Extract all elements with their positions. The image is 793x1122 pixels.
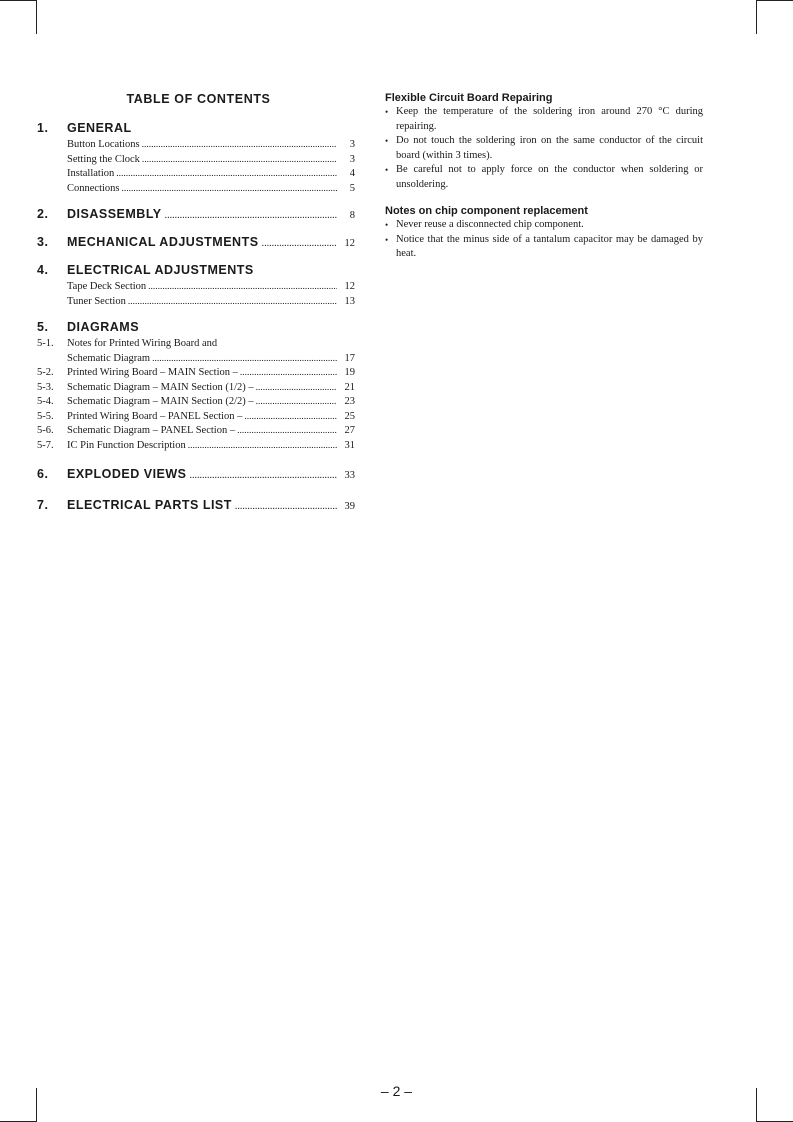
toc-entry-label: Tuner Section [67, 295, 126, 307]
page-number: – 2 – [380, 1083, 413, 1099]
bullet-icon: • [385, 220, 389, 230]
toc-page-number: 8 [349, 210, 355, 221]
toc-section-3 [37, 235, 355, 252]
toc-section-title: GENERAL [67, 121, 132, 135]
notes-heading: Flexible Circuit Board Repairing [385, 92, 553, 104]
toc-entry-label: Printed Wiring Board – PANEL Section – [67, 410, 243, 422]
toc-section-7 [37, 498, 355, 515]
notes-gap [385, 192, 703, 205]
toc-entry-label: Schematic Diagram – MAIN Section (1/2) – [67, 381, 254, 393]
dot-leader [142, 138, 337, 153]
note-text: Be careful not to apply force on the conductor when soldering or unsoldering. [396, 164, 703, 190]
toc-section-6 [37, 467, 355, 484]
bullet-icon: • [385, 107, 389, 117]
toc-section-4 [37, 263, 355, 280]
crop-mark-top-left-v [36, 0, 37, 34]
dot-leader [128, 295, 337, 310]
toc-entry-label: Tape Deck Section [67, 281, 147, 292]
toc-entry-number: 5-6. [37, 425, 54, 436]
note-bullet [385, 134, 703, 163]
toc-section-number: 4. [37, 263, 49, 277]
toc-entry-label: Connections [67, 182, 120, 194]
notes-column [385, 92, 703, 262]
note-bullet [385, 233, 703, 262]
crop-mark-top-right-h [757, 0, 793, 1]
toc-entry [37, 410, 355, 425]
dot-leader [190, 470, 337, 481]
crop-mark-top-left-h [0, 0, 36, 1]
dot-leader [244, 410, 337, 425]
toc-entry [37, 439, 355, 454]
dot-leader [122, 182, 338, 197]
dot-leader [188, 439, 337, 454]
toc-section-title: MECHANICAL ADJUSTMENTS [67, 235, 259, 249]
toc-entry-label: Schematic Diagram – MAIN Section (2/2) – [67, 396, 254, 407]
toc-sections [37, 121, 355, 515]
toc-section-number: 7. [37, 498, 49, 512]
toc-entry [37, 153, 355, 168]
toc-entry [37, 352, 355, 367]
toc-gap [37, 196, 355, 207]
toc-section-title: DIAGRAMS [67, 320, 140, 334]
dot-leader [237, 424, 337, 439]
toc-entry [37, 295, 355, 310]
toc-page-number: 27 [344, 425, 355, 436]
toc-page-number: 25 [344, 410, 355, 422]
toc-gap [37, 309, 355, 320]
toc-section-number: 6. [37, 467, 49, 481]
dot-leader [165, 210, 337, 221]
toc-gap [37, 252, 355, 263]
toc-entry-number: 5-7. [37, 439, 54, 451]
toc-entry-label: Schematic Diagram – PANEL Section – [67, 425, 236, 436]
dot-leader [148, 280, 337, 295]
toc-section-title: DISASSEMBLY [67, 207, 162, 221]
note-text: Do not touch the soldering iron on the same conductor of the circuit board (within 3 times). [396, 135, 703, 161]
toc-entry [37, 381, 355, 396]
toc-page-number: 12 [344, 238, 355, 249]
toc-section-title: ELECTRICAL ADJUSTMENTS [67, 263, 254, 277]
dot-leader [262, 238, 337, 249]
dot-leader [152, 352, 337, 367]
toc-section-number: 1. [37, 121, 49, 135]
dot-leader [256, 381, 337, 396]
note-bullet [385, 218, 703, 233]
toc-entry [37, 424, 355, 439]
toc-title: TABLE OF CONTENTS [126, 92, 271, 106]
note-bullet [385, 163, 703, 192]
toc-entry [37, 182, 355, 197]
toc-entry-number: 5-1. [37, 338, 54, 349]
note-text: Keep the temperature of the soldering iron around 270 °C during repairing. [396, 106, 703, 132]
toc-entry [37, 280, 355, 295]
toc-page-number: 12 [344, 281, 355, 292]
toc-gap [37, 453, 355, 467]
toc-entry-label: Setting the Clock [67, 153, 140, 165]
toc-page-number: 23 [344, 396, 355, 407]
dot-leader [256, 395, 337, 410]
toc-page-number: 21 [344, 381, 355, 393]
toc-entry [37, 366, 355, 381]
bullet-icon: • [385, 165, 389, 175]
dot-leader [235, 501, 337, 512]
toc-entry-label: Installation [67, 168, 115, 179]
toc-section-title: EXPLODED VIEWS [67, 467, 187, 481]
notes-heading: Notes on chip component replacement [385, 205, 588, 217]
toc-section-number: 2. [37, 207, 49, 221]
toc-section-2 [37, 207, 355, 224]
toc-entry [37, 395, 355, 410]
toc-gap [37, 484, 355, 498]
toc-section-1 [37, 121, 355, 138]
dot-leader [240, 366, 337, 381]
note-text: Notice that the minus side of a tantalum capacitor may be damaged by heat. [396, 233, 703, 259]
crop-mark-top-right-v [756, 0, 757, 34]
toc-page-number: 4 [349, 168, 355, 179]
toc-entry-number: 5-4. [37, 396, 54, 407]
toc-section-number: 3. [37, 235, 49, 249]
toc-page-number: 33 [344, 470, 355, 481]
toc-section-5 [37, 320, 355, 337]
toc-entry [37, 167, 355, 182]
toc-page-number: 31 [344, 439, 355, 451]
toc-entry [37, 138, 355, 153]
toc-page-number: 39 [344, 501, 355, 512]
toc-section-number: 5. [37, 320, 49, 334]
toc-entry-number: 5-2. [37, 367, 54, 378]
toc-page-number: 13 [344, 295, 355, 307]
toc-entry-number: 5-3. [37, 381, 54, 393]
toc-entry [37, 337, 355, 352]
note-bullet [385, 105, 703, 134]
toc-entry-label: Notes for Printed Wiring Board and [67, 338, 218, 349]
toc-entry-label: IC Pin Function Description [67, 439, 186, 451]
toc-entry-number: 5-5. [37, 410, 54, 422]
toc-entry-label: Schematic Diagram [67, 352, 151, 364]
note-text: Never reuse a disconnected chip component. [396, 219, 584, 230]
toc-page-number: 5 [349, 182, 355, 194]
dot-leader [142, 153, 337, 168]
dot-leader [116, 167, 337, 182]
toc-entry-label: Printed Wiring Board – MAIN Section – [67, 367, 238, 378]
toc-section-title: ELECTRICAL PARTS LIST [67, 498, 232, 512]
toc-page-number: 19 [344, 367, 355, 378]
table-of-contents [37, 92, 355, 515]
toc-page-number: 17 [344, 352, 355, 364]
toc-page-number: 3 [349, 139, 355, 150]
toc-entry-label: Button Locations [67, 139, 140, 150]
bullet-icon: • [385, 136, 389, 146]
toc-gap [37, 224, 355, 235]
toc-page-number: 3 [349, 153, 355, 165]
bullet-icon: • [385, 234, 389, 245]
